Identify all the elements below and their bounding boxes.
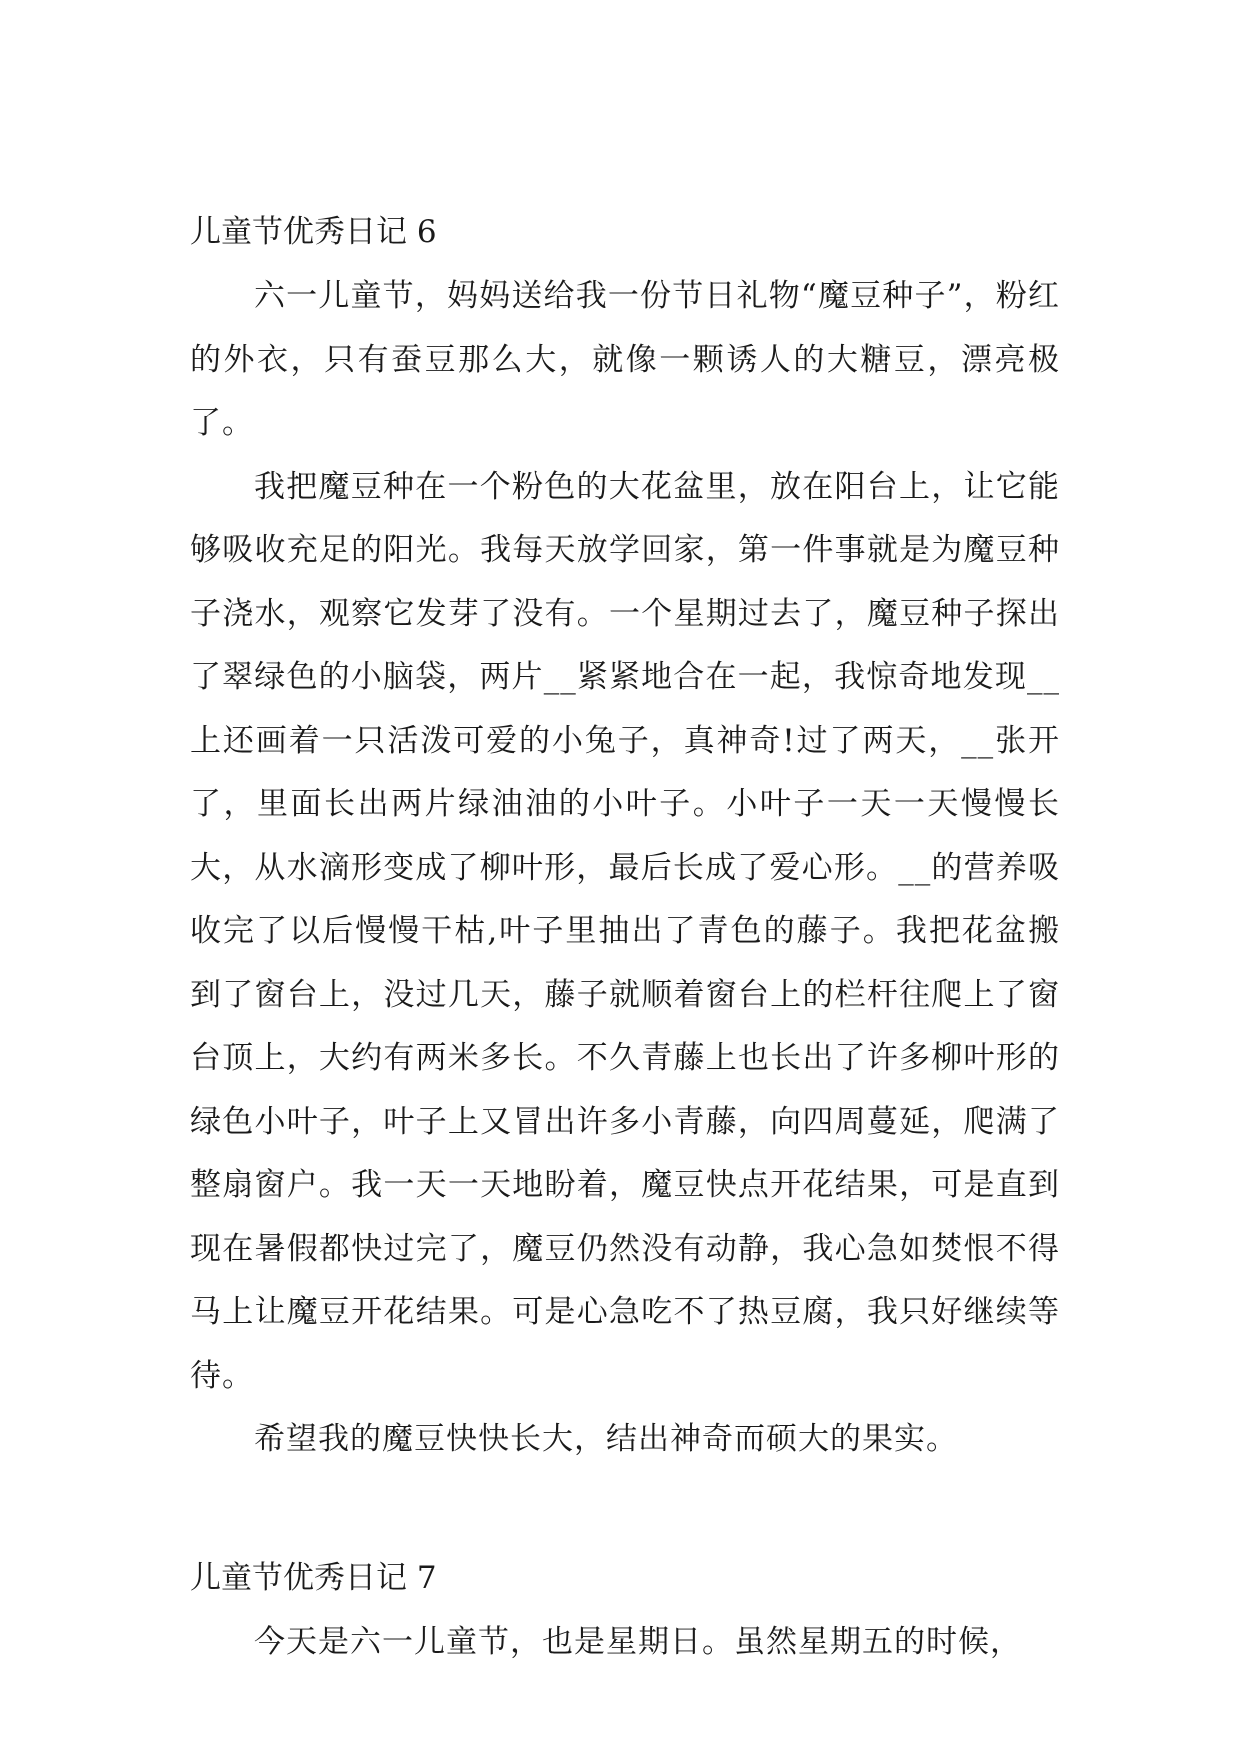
entry-title-7: 儿童节优秀日记 7 [190,1559,437,1596]
section-gap [190,1472,1060,1546]
paragraph: 六一儿童节，妈妈送给我一份节日礼物“魔豆种子”，粉红的外衣，只有蚕豆那么大，就像一颗诱人的大糖豆，漂亮极了。 [190,278,1060,441]
entry-title-6: 儿童节优秀日记 6 [190,214,437,250]
paragraph: 我把魔豆种在一个粉色的大花盆里，放在阳台上，让它能够吸收充足的阳光。我每天放学回家，第一件事就是为魔豆种子浇水，观察它发芽了没有。一个星期过去了，魔豆种子探出了翠绿色的小脑袋，两片__紧紧地合在一起，我惊奇地发现__上还画着一只活泼可爱的小兔子，真神奇!过了两天，__张开了，里面长出两片绿油油的小叶子。小叶子一天一天慢慢长大，从水滴形变成了柳叶形，最后长成了爱心形。__的营养吸收完了以后慢慢干枯,叶子里抽出了青色的藤子。我把花盆搬到了窗台上，没过几天，藤子就顺着窗台上的栏杆往爬上了窗台顶上，大约有两米多长。不久青藤上也长出了许多柳叶形的绿色小叶子，叶子上又冒出许多小青藤，向四周蔓延，爬满了整扇窗户。我一天一天地盼着，魔豆快点开花结果，可是直到现在暑假都快过完了，魔豆仍然没有动静，我心急如焚恨不得马上让魔豆开花结果。可是心急吃不了热豆腐，我只好继续等待。 [190,468,1060,1394]
paragraph: 希望我的魔豆快快长大，结出神奇而硕大的果实。 [254,1421,958,1457]
paragraph: 今天是六一儿童节，也是星期日。虽然星期五的时候， [254,1623,1022,1660]
document-body [190,200,1060,1674]
